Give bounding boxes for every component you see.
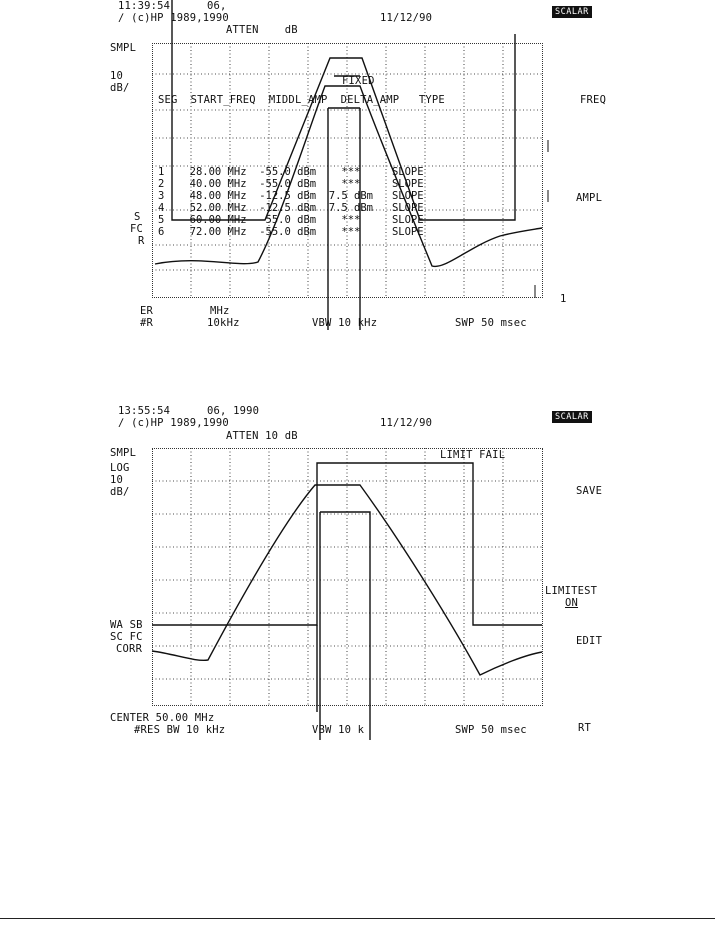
left-label-log: LOG — [110, 462, 130, 474]
mhz-label-1: MHz — [210, 305, 230, 317]
softkey-save[interactable]: SAVE — [576, 485, 603, 497]
left-low-2b: SC FC — [110, 631, 143, 643]
table-row[interactable]: 2 40.00 MHz -55.0 dBm *** SLOPE — [158, 178, 424, 190]
copyright-1: ∕ (c)HP 1989,1990 — [118, 12, 229, 24]
table-row[interactable]: 1 28.00 MHz -55.0 dBm *** SLOPE — [158, 166, 424, 178]
left-low-2c: CORR — [116, 643, 143, 655]
table-row[interactable]: 3 48.00 MHz -12.5 dBm 7.5 dBm SLOPE — [158, 190, 424, 202]
rbw-1: 10kHz — [207, 317, 240, 329]
bottom-left-1a: ER — [140, 305, 154, 317]
softkey-rt[interactable]: RT — [578, 722, 592, 734]
left-label-smpl-2: SMPL — [110, 447, 137, 459]
table-header: SEG START_FREQ MIDDL_AMP DELTA_AMP TYPE — [158, 94, 445, 106]
trace-1 — [155, 86, 542, 266]
softkey-ampl[interactable]: AMPL — [576, 192, 603, 204]
marker-one: 1 — [560, 293, 567, 305]
date-2: 11/12/90 — [380, 417, 433, 429]
date-fragment-1: 06, — [207, 0, 227, 12]
vbw-2: VBW 10 k — [312, 724, 365, 736]
softkey-limitest-on[interactable]: ON — [565, 597, 579, 609]
swp-2: SWP 50 msec — [455, 724, 527, 736]
table-row[interactable]: 6 72.00 MHz -55.0 dBm *** SLOPE — [158, 226, 424, 238]
tick-marks-1 — [535, 140, 548, 298]
fixed-label: FIXED — [342, 75, 375, 87]
limit-line-1-inner — [328, 108, 360, 330]
left-label-smpl: SMPL — [110, 42, 137, 54]
softkey-edit[interactable]: EDIT — [576, 635, 603, 647]
date-1: 11/12/90 — [380, 12, 433, 24]
date-fragment-2: 06, 1990 — [207, 405, 260, 417]
time-1: 11:39:54 — [118, 0, 171, 12]
copyright-2: ∕ (c)HP 1989,1990 — [118, 417, 229, 429]
hp-logo-icon: ∕ — [118, 417, 125, 429]
left-label-unit: dB/ — [110, 82, 130, 94]
atten-1: ATTEN dB — [226, 24, 298, 36]
left-label-scale: 10 — [110, 70, 124, 82]
softkey-freq[interactable]: FREQ — [580, 94, 607, 106]
hp-logo-icon: ∕ — [118, 12, 125, 24]
left-low-1: S — [134, 211, 141, 223]
time-2: 13:55:54 — [118, 405, 171, 417]
grid-2-lines — [152, 448, 543, 706]
grid-1-lines — [152, 43, 543, 298]
limit-fail-label: LIMIT FAIL — [440, 449, 506, 461]
trace-2 — [152, 485, 542, 675]
scalar-badge-2: SCALAR — [552, 411, 592, 423]
left-label-unit-2: dB/ — [110, 486, 130, 498]
scalar-badge-1: SCALAR — [552, 6, 592, 18]
left-low-3: R — [138, 235, 145, 247]
swp-1: SWP 50 msec — [455, 317, 527, 329]
limit-line-2-lower — [317, 512, 370, 740]
table-row[interactable]: 5 60.00 MHz -55.0 dBm *** SLOPE — [158, 214, 424, 226]
center-freq: CENTER 50.00 MHz — [110, 712, 215, 724]
left-label-scale-2: 10 — [110, 474, 124, 486]
vbw-1: VBW 10 kHz — [312, 317, 378, 329]
left-low-2: FC — [130, 223, 144, 235]
atten-2: ATTEN 10 dB — [226, 430, 298, 442]
table-row[interactable]: 4 52.00 MHz -12.5 dBm 7.5 dBm SLOPE — [158, 202, 424, 214]
page-bottom-rule — [0, 918, 715, 919]
softkey-limitest[interactable]: LIMITEST — [545, 585, 598, 597]
rbw-2: #RES BW 10 kHz — [134, 724, 226, 736]
left-low-2a: WA SB — [110, 619, 143, 631]
bottom-left-1b: #R — [140, 317, 154, 329]
